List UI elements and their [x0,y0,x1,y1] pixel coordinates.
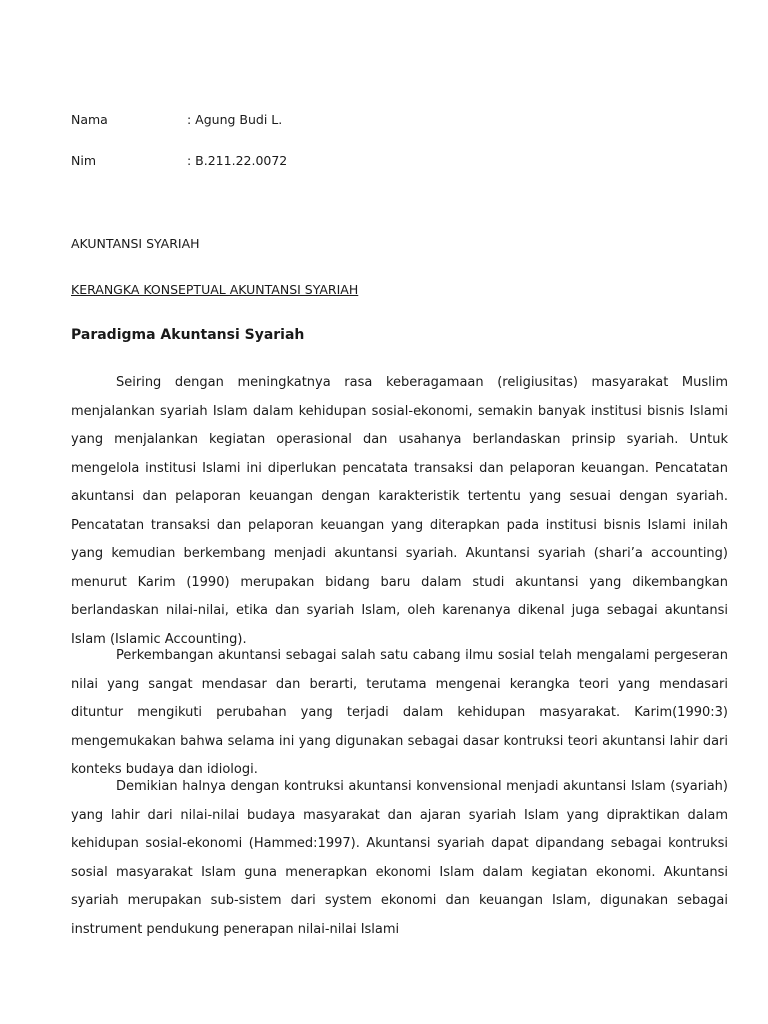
name-label: Nama [71,112,108,127]
paragraph-1: Seiring dengan meningkatnya rasa keberagamaan (religiusitas) masyarakat Muslim menjalankan syariah Islam dalam kehidupan sosial-ekonomi, semakin banyak institusi bisnis Islami yang menjalankan kegiatan operasional dan usahanya berlandaskan prinsip syariah. Untuk mengelola institusi Islami ini diperlukan pencatata transaksi dan pelaporan keuangan. Pencatatan akuntansi dan pelaporan keuangan dengan karakteristik tertentu yang sesuai dengan syariah. Pencatatan transaksi dan pelaporan keuangan yang diterapkan pada institusi bisnis Islami inilah yang kemudian berkembang menjadi akuntansi syariah. Akuntansi syariah (shari’a accounting) menurut Karim (1990) merupakan bidang baru dalam studi akuntansi yang dikembangkan berlandaskan nilai-nilai, etika dan syariah Islam, oleh karenanya dikenal juga sebagai akuntansi Islam (Islamic Accounting). [71,375,728,647]
name-value: : Agung Budi L. [187,112,283,127]
section-heading: Paradigma Akuntansi Syariah [71,327,305,343]
paragraph-3: Demikian halnya dengan kontruksi akuntansi konvensional menjadi akuntansi Islam (syariah) yang lahir dari nilai-nilai budaya masyarakat dan ajaran syariah Islam yang dipraktikan dalam kehidupan sosial-ekonomi (Hammed:1997). Akuntansi syariah dapat dipandang sebagai kontruksi sosial masyarakat Islam guna menerapkan ekonomi Islam dalam kegiatan ekonomi. Akuntansi syariah merupakan sub-sistem dari system ekonomi dan keuangan Islam, digunakan sebagai instrument pendukung penerapan nilai-nilai Islami [71,779,728,937]
nim-value: : B.211.22.0072 [187,153,288,168]
framework-title: KERANGKA KONSEPTUAL AKUNTANSI SYARIAH [71,282,359,297]
course-title: AKUNTANSI SYARIAH [71,236,200,251]
paragraph-2: Perkembangan akuntansi sebagai salah satu cabang ilmu sosial telah mengalami pergeseran nilai yang sangat mendasar dan berarti, terutama mengenai kerangka teori yang mendasari dituntur mengikuti perubahan yang terjadi dalam kehidupan masyarakat. Karim(1990:3) mengemukakan bahwa selama ini yang digunakan sebagai dasar kontruksi teori akuntansi lahir dari konteks budaya dan idiologi. [71,648,728,777]
nim-label: Nim [71,153,96,168]
